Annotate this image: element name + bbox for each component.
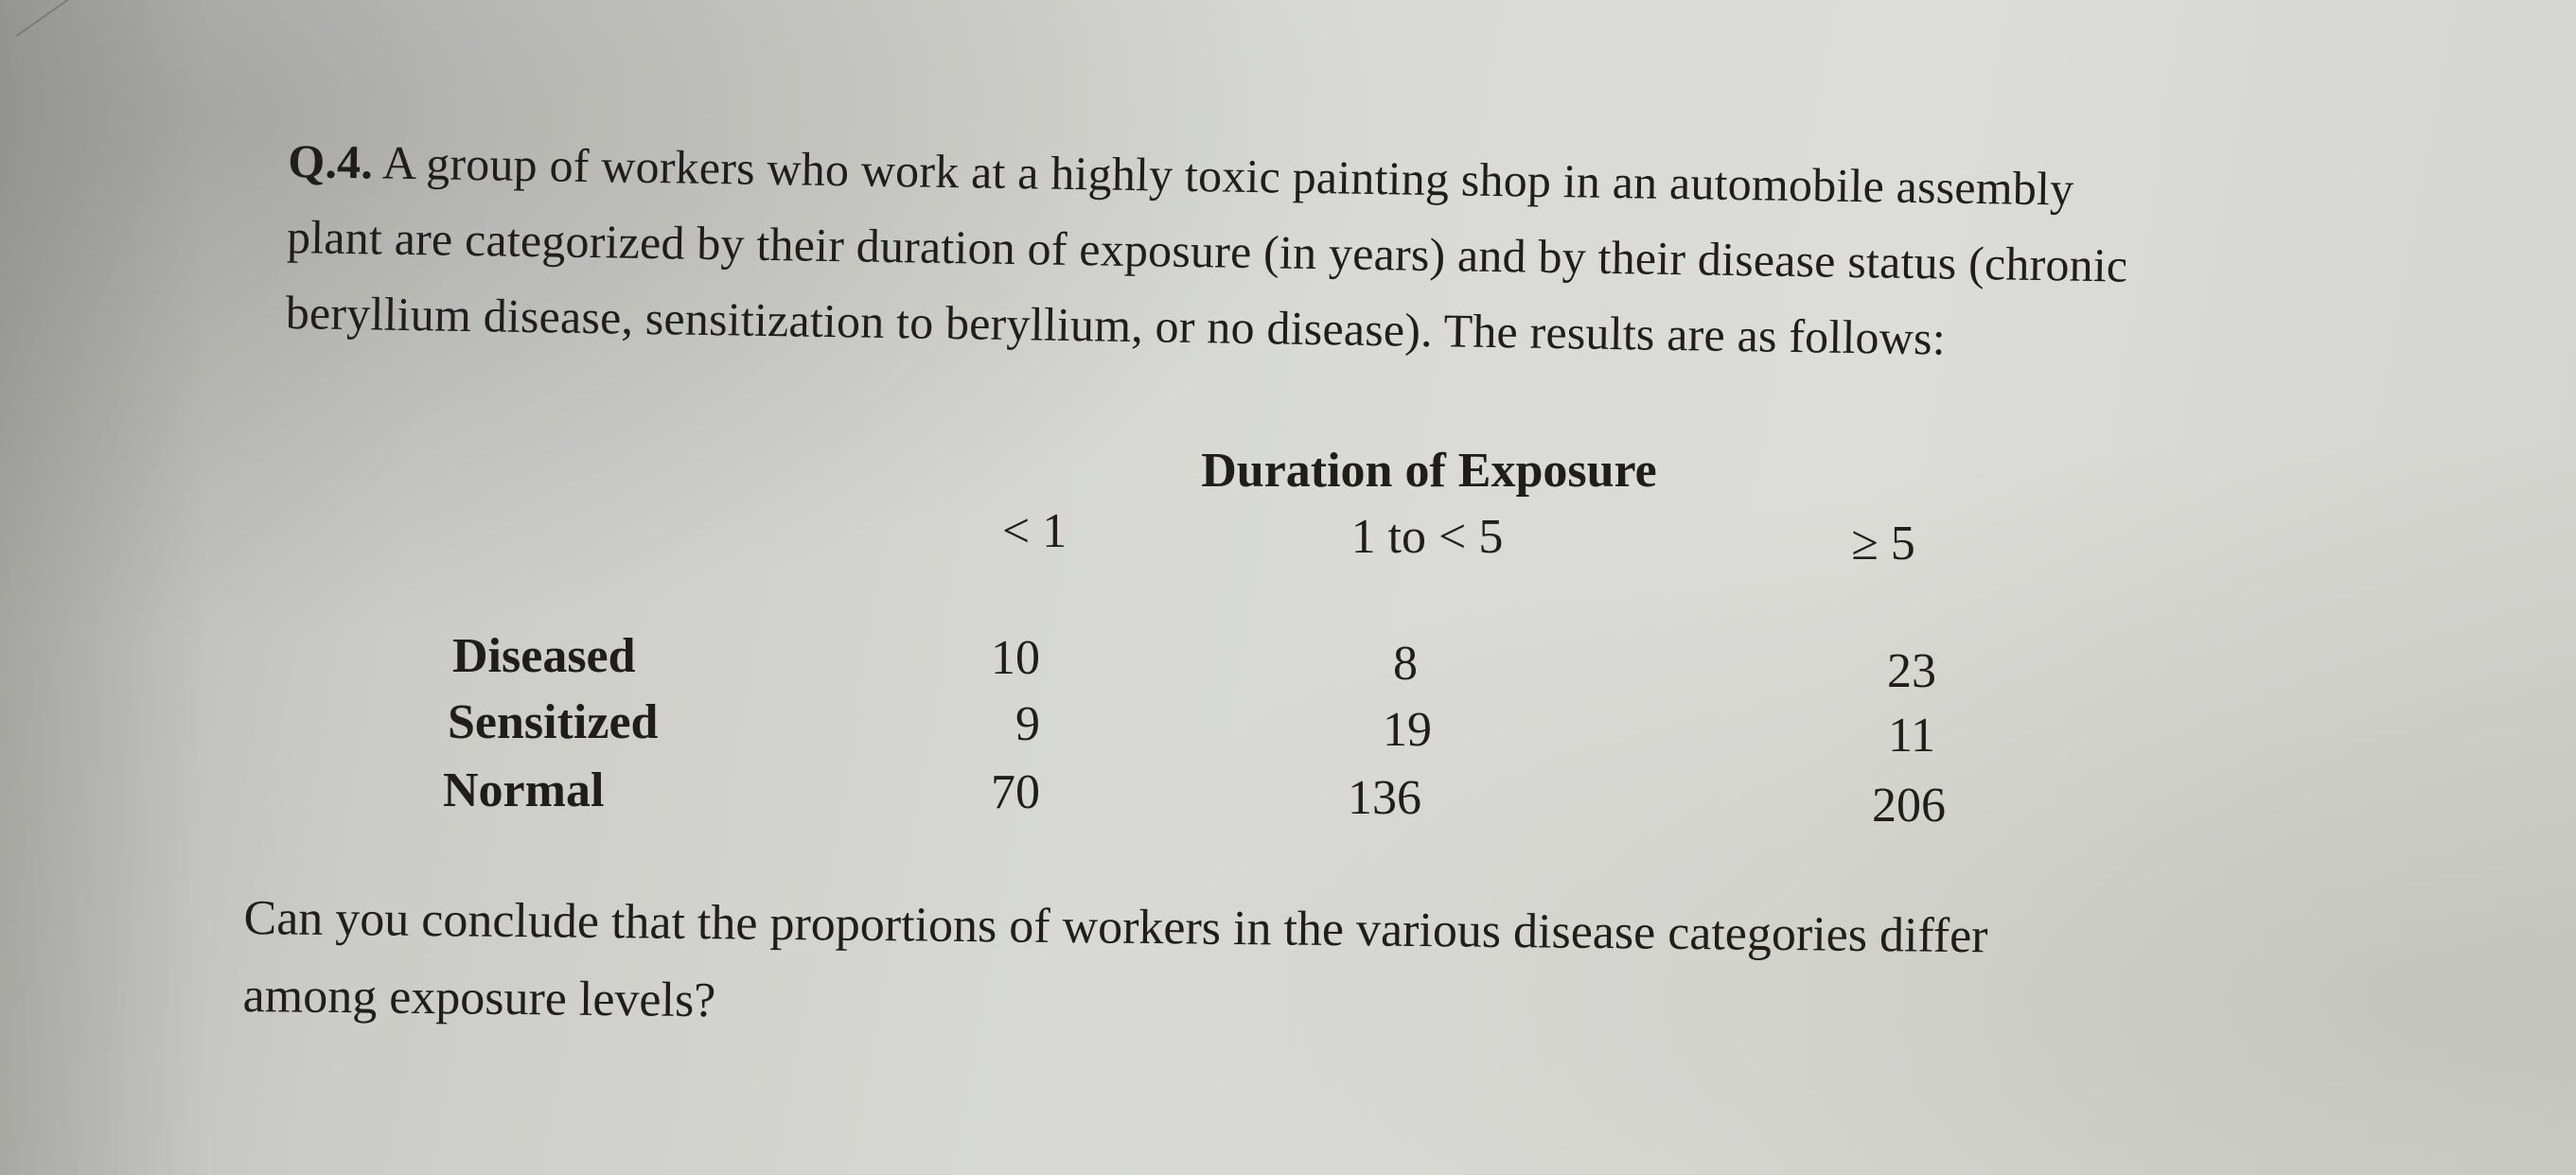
- closing-line-2: among exposure levels?: [242, 968, 716, 1028]
- question-text-line-1: A group of workers who work at a highly toxic painting shop in an automobile assembly: [381, 135, 2074, 216]
- row-label-normal: Normal: [443, 763, 605, 817]
- row-label-sensitized: Sensitized: [448, 695, 659, 749]
- cell-normal-ge5: 206: [1872, 779, 1946, 833]
- closing-question: [242, 880, 2421, 1058]
- cell-diseased-ge5: 23: [1887, 644, 1936, 698]
- cell-diseased-lt1: 10: [991, 631, 1040, 685]
- question-number: Q.4.: [287, 133, 374, 189]
- cell-sensitized-ge5: 11: [1887, 709, 1936, 763]
- question-line-3: beryllium disease, sensitization to beryllium, or no disease). The results are as follows:: [285, 285, 1947, 365]
- row-label-diseased: Diseased: [452, 629, 636, 683]
- closing-line-1: Can you conclude that the proportions of workers in the various disease categories differ: [243, 890, 1988, 964]
- column-header-lt1: < 1: [1001, 504, 1067, 558]
- cell-normal-1to5: 136: [1348, 771, 1421, 825]
- column-header-1to5: 1 to < 5: [1350, 510, 1504, 564]
- column-header-ge5: ≥ 5: [1851, 517, 1915, 570]
- cell-normal-lt1: 70: [991, 765, 1040, 819]
- table-title: Duration of Exposure: [1201, 444, 1657, 498]
- cell-sensitized-1to5: 19: [1383, 703, 1432, 757]
- cell-diseased-1to5: 8: [1393, 637, 1418, 691]
- question-line-2: plant are categorized by their duration of exposure (in years) and by their disease status (chronic: [286, 209, 2128, 292]
- cell-sensitized-lt1: 9: [1015, 697, 1040, 751]
